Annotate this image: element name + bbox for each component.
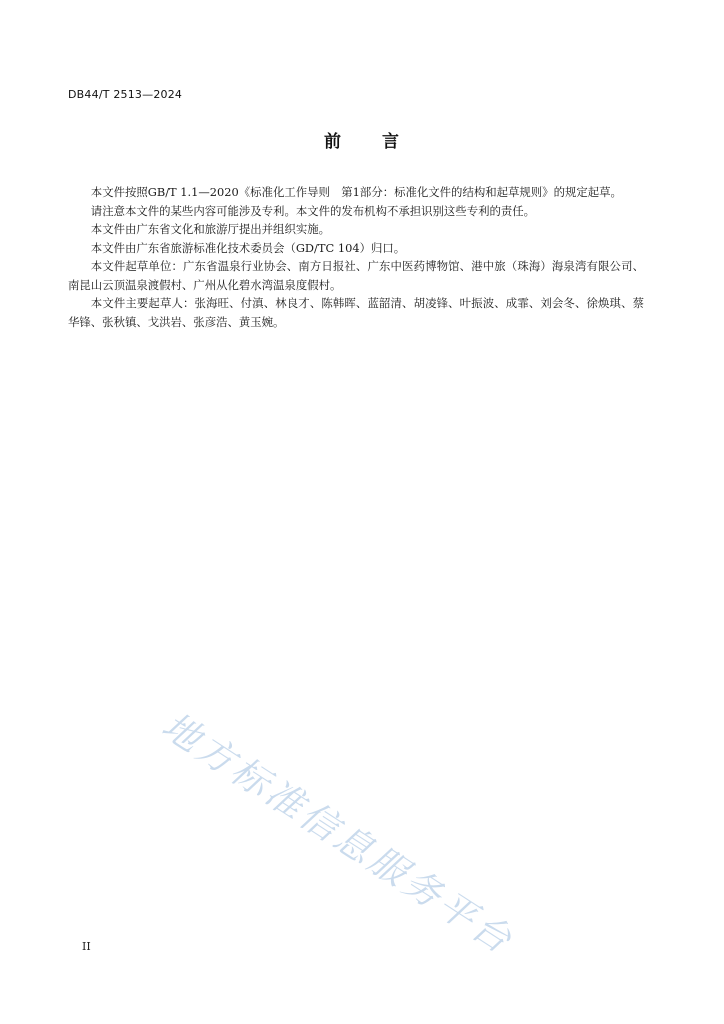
paragraph-drafters: 本文件主要起草人：张海旺、付滇、林良才、陈韩晖、蓝韶清、胡凌锋、叶振波、成霏、刘会冬、徐焕琪、蔡华锋、张秋镇、戈洪岩、张彦浩、黄玉婉。	[68, 296, 644, 329]
paragraph-drafting-rules: 本文件按照GB/T 1.1—2020《标准化工作导则 第1部分：标准化文件的结构和起草规则》的规定起草。	[90, 185, 622, 199]
document-code: DB44/T 2513—2024	[68, 88, 183, 101]
watermark-text: 地方标准信息服务平台	[154, 703, 522, 964]
title-char-2: 言	[382, 132, 400, 152]
preface-body	[68, 183, 644, 331]
paragraph-committee: 本文件由广东省旅游标准化技术委员会（GD/TC 104）归口。	[90, 240, 406, 255]
page-title	[0, 127, 724, 152]
paragraph-patent-notice: 请注意本文件的某些内容可能涉及专利。本文件的发布机构不承担识别这些专利的责任。	[90, 203, 536, 218]
paragraph-drafting-units: 本文件起草单位：广东省温泉行业协会、南方日报社、广东中医药博物馆、港中旅（珠海）海泉湾有限公司、南昆山云顶温泉渡假村、广州从化碧水湾温泉度假村。	[68, 259, 644, 292]
page-number: II	[82, 940, 91, 953]
title-char-1: 前	[324, 132, 342, 152]
paragraph-proposer: 本文件由广东省文化和旅游厅提出并组织实施。	[90, 222, 331, 236]
